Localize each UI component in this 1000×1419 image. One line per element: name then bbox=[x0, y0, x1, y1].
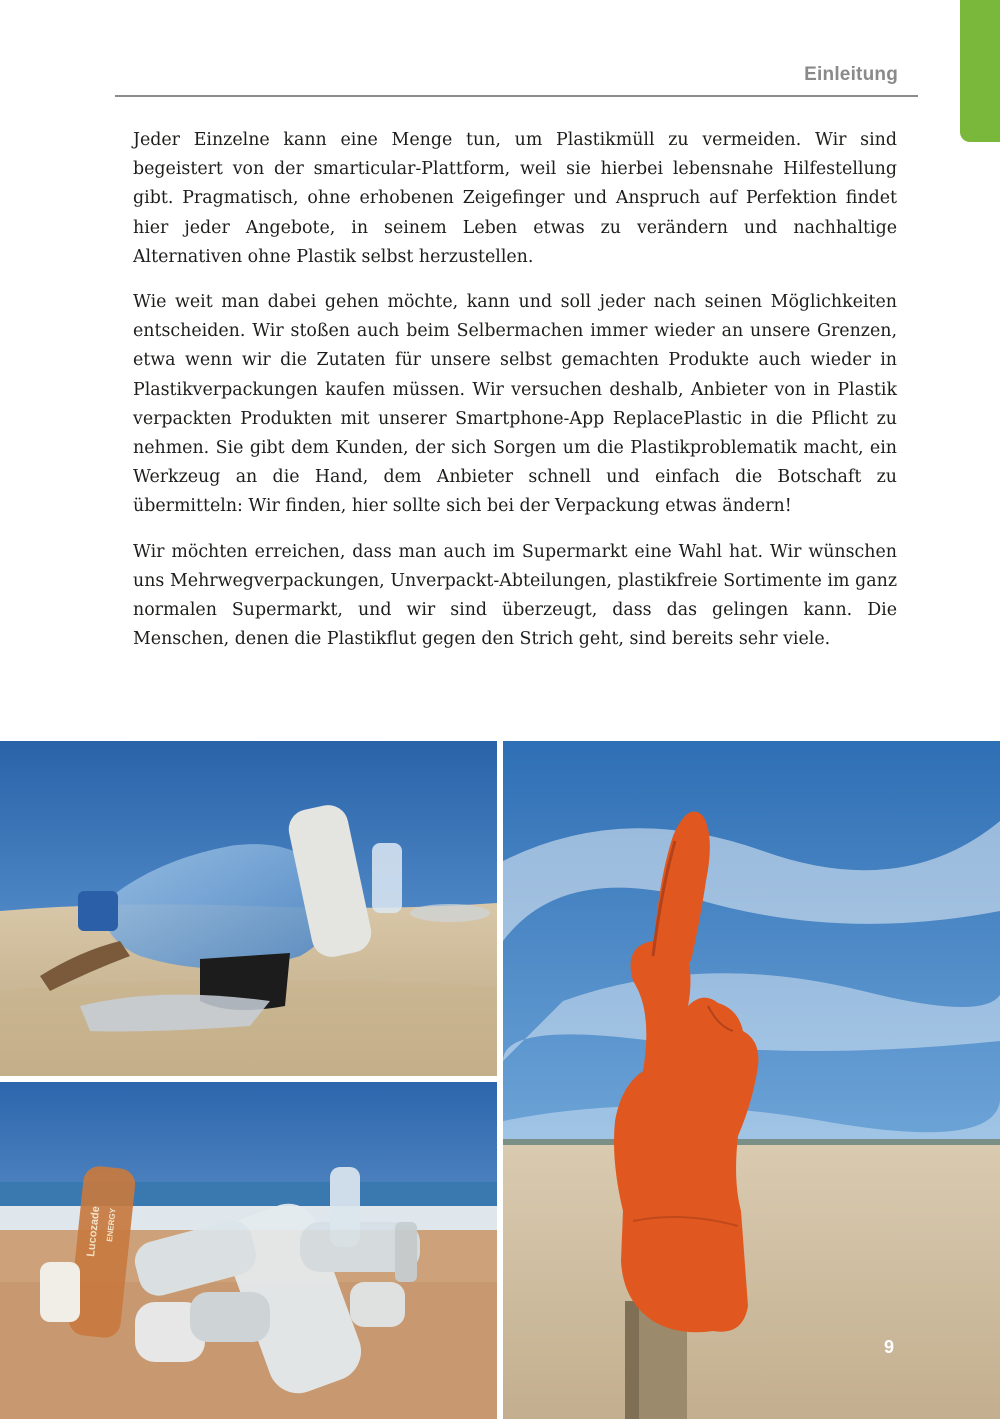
paragraph-1: Jeder Einzelne kann eine Menge tun, um Plastikmüll zu vermeiden. Wir sind begeistert von der smarticular-Plattform, weil sie hierbei lebensnahe Hilfestellung gibt. Pragmatisch, ohne erhobenen Zeigefinger und Anspruch auf Perfektion findet hier jeder Angebote, in seinem Leben etwas zu verändern und nachhaltige Alternativen ohne Plastik selbst herzustellen. bbox=[133, 130, 897, 267]
photo-bottles-in-sand bbox=[0, 741, 497, 1076]
photo-glove-on-post bbox=[503, 741, 1000, 1419]
bottle-label-text: Lucozade bbox=[85, 1205, 103, 1258]
body-text bbox=[133, 126, 897, 670]
photo-bottles-on-beach bbox=[0, 1082, 497, 1419]
chapter-tab bbox=[960, 0, 1000, 142]
paragraph-2: Wie weit man dabei gehen möchte, kann und soll jeder nach seinen Möglichkeiten entscheiden. Wir stoßen auch beim Selbermachen immer wieder an unsere Grenzen, etwa wenn wir die Zutaten für unsere selbst gemachten Produkte auch wieder in Plastikverpackungen kaufen müssen. Wir versuchen deshalb, Anbieter von in Plastik verpackten Produkten mit unserer Smartphone-App ReplacePlastic in die Pflicht zu nehmen. Sie gibt dem Kunden, der sich Sorgen um die Plastikproblematik macht, ein Werkzeug an die Hand, dem Anbieter schnell und einfach die Botschaft zu übermitteln: Wir finden, hier sollte sich bei der Verpackung etwas ändern! bbox=[133, 292, 897, 517]
paragraph-3: Wir möchten erreichen, dass man auch im Supermarkt eine Wahl hat. Wir wünschen uns Mehrwegverpackungen, Unverpackt-Abteilungen, plastikfreie Sortimente im ganz normalen Supermarkt, und wir sind überzeugt, dass das gelingen kann. Die Menschen, denen die Plastikflut gegen den Strich geht, sind bereits sehr viele. bbox=[133, 541, 897, 650]
bottle-sublabel-text: ENERGY bbox=[105, 1207, 118, 1243]
header-divider bbox=[115, 95, 918, 97]
running-header: Einleitung bbox=[804, 64, 898, 85]
page-number: 9 bbox=[884, 1337, 895, 1357]
